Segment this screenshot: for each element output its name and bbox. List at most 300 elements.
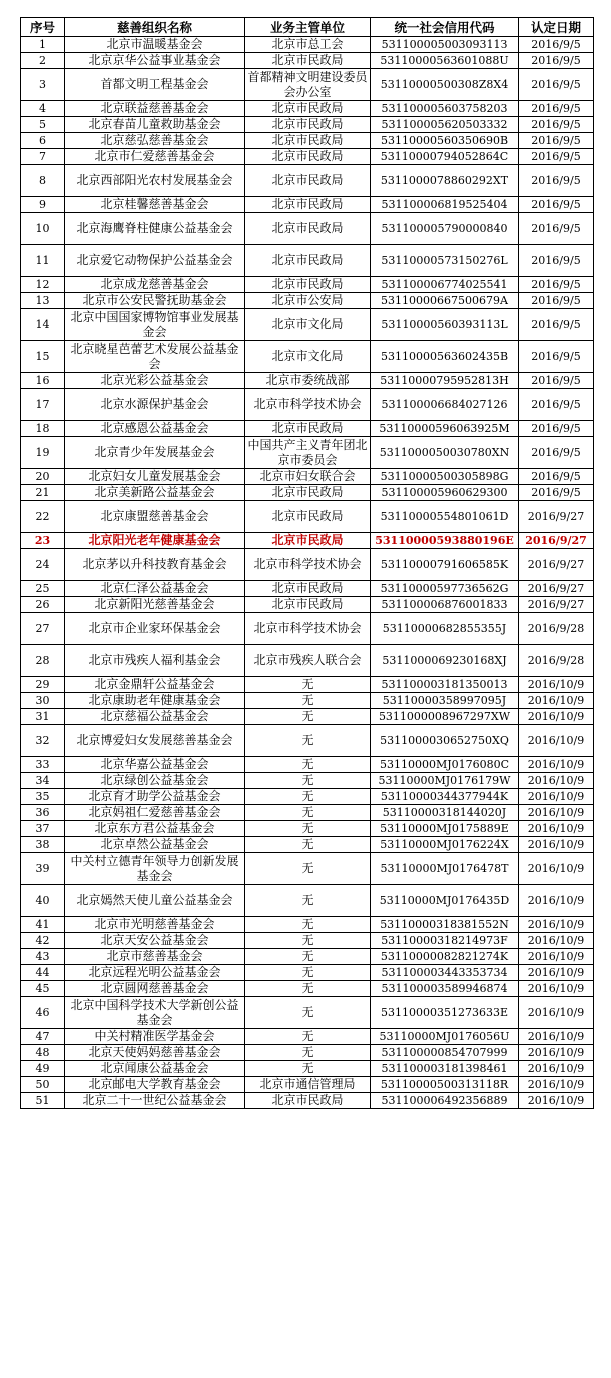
cell-serial-number: 16 [21,373,65,389]
table-row [21,133,594,149]
cell-certification-date: 2016/10/9 [519,805,594,821]
table-row [21,309,594,341]
table-row [21,581,594,597]
cell-credit-code: 53110000791606585K [371,549,519,581]
cell-organization-name: 北京青少年发展基金会 [65,437,245,469]
cell-serial-number: 18 [21,421,65,437]
table-row [21,997,594,1029]
cell-supervising-unit: 北京市通信管理局 [245,1077,371,1093]
cell-credit-code: 53110000500313118R [371,1077,519,1093]
cell-credit-code: 53110000667500679A [371,293,519,309]
cell-serial-number: 42 [21,933,65,949]
cell-supervising-unit: 北京市民政局 [245,245,371,277]
cell-organization-name: 北京天使妈妈慈善基金会 [65,1045,245,1061]
cell-organization-name: 北京中国国家博物馆事业发展基金会 [65,309,245,341]
cell-certification-date: 2016/10/9 [519,693,594,709]
cell-supervising-unit: 无 [245,837,371,853]
cell-supervising-unit: 北京市民政局 [245,149,371,165]
cell-organization-name: 北京新阳光慈善基金会 [65,597,245,613]
cell-certification-date: 2016/9/5 [519,69,594,101]
table-row [21,597,594,613]
cell-credit-code: 53110000795952813H [371,373,519,389]
cell-serial-number: 24 [21,549,65,581]
cell-credit-code: 53110000573150276L [371,245,519,277]
cell-supervising-unit: 无 [245,1045,371,1061]
cell-supervising-unit: 北京市文化局 [245,309,371,341]
cell-credit-code: 53110000358997095J [371,693,519,709]
cell-supervising-unit: 北京市民政局 [245,533,371,549]
cell-credit-code: 53110000351273633E [371,997,519,1029]
cell-serial-number: 25 [21,581,65,597]
table-row [21,501,594,533]
cell-credit-code: 53110000MJ0176435D [371,885,519,917]
header-serial-number: 序号 [21,18,65,37]
cell-organization-name: 北京博爱妇女发展慈善基金会 [65,725,245,757]
cell-serial-number: 43 [21,949,65,965]
cell-certification-date: 2016/9/5 [519,165,594,197]
cell-serial-number: 8 [21,165,65,197]
cell-supervising-unit: 北京市民政局 [245,101,371,117]
cell-organization-name: 北京康盟慈善基金会 [65,501,245,533]
cell-credit-code: 53110000318214973F [371,933,519,949]
cell-credit-code: 53110000597736562G [371,581,519,597]
cell-credit-code: 5311000008967297XW [371,709,519,725]
cell-supervising-unit: 无 [245,853,371,885]
cell-supervising-unit: 北京市民政局 [245,485,371,501]
cell-serial-number: 36 [21,805,65,821]
cell-supervising-unit: 无 [245,965,371,981]
cell-credit-code: 53110000500309311З [371,37,519,53]
cell-certification-date: 2016/9/5 [519,373,594,389]
cell-organization-name: 北京美新路公益基金会 [65,485,245,501]
cell-supervising-unit: 北京市民政局 [245,165,371,197]
cell-supervising-unit: 北京市民政局 [245,197,371,213]
cell-certification-date: 2016/10/9 [519,949,594,965]
cell-certification-date: 2016/9/5 [519,213,594,245]
cell-certification-date: 2016/10/9 [519,821,594,837]
cell-certification-date: 2016/9/27 [519,597,594,613]
cell-organization-name: 中关村立德青年领导力创新发展基金会 [65,853,245,885]
table-row [21,677,594,693]
cell-serial-number: 51 [21,1093,65,1109]
cell-certification-date: 2016/10/9 [519,933,594,949]
cell-serial-number: 2 [21,53,65,69]
table-row [21,245,594,277]
cell-certification-date: 2016/9/5 [519,149,594,165]
cell-supervising-unit: 北京市残疾人联合会 [245,645,371,677]
cell-serial-number: 47 [21,1029,65,1045]
cell-supervising-unit: 无 [245,821,371,837]
cell-serial-number: 31 [21,709,65,725]
cell-supervising-unit: 首都精神文明建设委员会办公室 [245,69,371,101]
cell-certification-date: 2016/10/9 [519,757,594,773]
table-row [21,1029,594,1045]
cell-credit-code: 53110000563602435B [371,341,519,373]
cell-supervising-unit: 无 [245,1061,371,1077]
cell-certification-date: 2016/10/9 [519,1093,594,1109]
table-row [21,917,594,933]
cell-serial-number: 32 [21,725,65,757]
cell-supervising-unit: 北京市妇女联合会 [245,469,371,485]
cell-certification-date: 2016/9/5 [519,101,594,117]
cell-serial-number: 27 [21,613,65,645]
cell-serial-number: 10 [21,213,65,245]
table-row [21,773,594,789]
table-row [21,949,594,965]
cell-certification-date: 2016/9/5 [519,309,594,341]
cell-credit-code: 531100003181350013 [371,677,519,693]
cell-certification-date: 2016/10/9 [519,981,594,997]
cell-credit-code: 531100006819525404 [371,197,519,213]
table-row [21,421,594,437]
table-row [21,373,594,389]
cell-certification-date: 2016/9/5 [519,437,594,469]
cell-credit-code: 531100006774025541 [371,277,519,293]
table-row [21,821,594,837]
cell-organization-name: 北京圆网慈善基金会 [65,981,245,997]
cell-organization-name: 北京市企业家环保基金会 [65,613,245,645]
table-row [21,693,594,709]
cell-organization-name: 北京育才助学公益基金会 [65,789,245,805]
cell-supervising-unit: 北京市科学技术协会 [245,389,371,421]
cell-certification-date: 2016/10/9 [519,1045,594,1061]
cell-credit-code: 5311000069230168XJ [371,645,519,677]
cell-certification-date: 2016/10/9 [519,1077,594,1093]
table-row [21,117,594,133]
cell-serial-number: 45 [21,981,65,997]
cell-organization-name: 北京茅以升科技教育基金会 [65,549,245,581]
cell-supervising-unit: 北京市民政局 [245,53,371,69]
cell-serial-number: 17 [21,389,65,421]
cell-certification-date: 2016/9/5 [519,245,594,277]
cell-serial-number: 13 [21,293,65,309]
cell-certification-date: 2016/9/27 [519,581,594,597]
cell-certification-date: 2016/10/9 [519,773,594,789]
cell-organization-name: 北京邮电大学教育基金会 [65,1077,245,1093]
table-row [21,485,594,501]
cell-supervising-unit: 北京市民政局 [245,421,371,437]
cell-credit-code: 53110000MJ0176478T [371,853,519,885]
table-row [21,101,594,117]
cell-credit-code: 5311000030652750XQ [371,725,519,757]
cell-organization-name: 北京京华公益事业基金会 [65,53,245,69]
table-row [21,789,594,805]
cell-credit-code: 53110000596063925M [371,421,519,437]
cell-credit-code: 53110000500305898G [371,469,519,485]
cell-organization-name: 北京妈祖仁爱慈善基金会 [65,805,245,821]
cell-certification-date: 2016/9/5 [519,197,594,213]
cell-certification-date: 2016/9/5 [519,341,594,373]
cell-serial-number: 3 [21,69,65,101]
cell-serial-number: 28 [21,645,65,677]
cell-supervising-unit: 无 [245,677,371,693]
cell-organization-name: 北京华嘉公益基金会 [65,757,245,773]
cell-serial-number: 48 [21,1045,65,1061]
cell-credit-code: 53110000318144020J [371,805,519,821]
cell-certification-date: 2016/10/9 [519,677,594,693]
cell-organization-name: 北京市残疾人福利基金会 [65,645,245,677]
cell-credit-code: 53110000554801061D [371,501,519,533]
cell-organization-name: 北京联益慈善基金会 [65,101,245,117]
cell-serial-number: 4 [21,101,65,117]
cell-certification-date: 2016/9/5 [519,117,594,133]
table-row [21,645,594,677]
cell-credit-code: 53110000560350690B [371,133,519,149]
table-row [21,1093,594,1109]
cell-certification-date: 2016/9/27 [519,549,594,581]
cell-supervising-unit: 无 [245,1029,371,1045]
cell-serial-number: 40 [21,885,65,917]
table-row [21,1061,594,1077]
cell-credit-code: 531100005960629300 [371,485,519,501]
cell-certification-date: 2016/9/28 [519,613,594,645]
cell-credit-code: 53110000082821274K [371,949,519,965]
cell-supervising-unit: 无 [245,885,371,917]
cell-serial-number: 29 [21,677,65,693]
cell-credit-code: 531100003589946874 [371,981,519,997]
cell-certification-date: 2016/9/5 [519,485,594,501]
cell-supervising-unit: 无 [245,709,371,725]
cell-certification-date: 2016/10/9 [519,1061,594,1077]
table-row [21,437,594,469]
charity-organization-table-page [20,17,594,1109]
cell-supervising-unit: 无 [245,725,371,757]
cell-supervising-unit: 北京市文化局 [245,341,371,373]
cell-supervising-unit: 无 [245,981,371,997]
cell-credit-code: 531100005790000840 [371,213,519,245]
header-certification-date: 认定日期 [519,18,594,37]
cell-certification-date: 2016/10/9 [519,837,594,853]
table-row [21,757,594,773]
cell-credit-code: 531100006876001833 [371,597,519,613]
cell-organization-name: 北京闻康公益基金会 [65,1061,245,1077]
table-row [21,981,594,997]
table-row [21,149,594,165]
cell-serial-number: 7 [21,149,65,165]
cell-serial-number: 44 [21,965,65,981]
cell-credit-code: 531100006684027126 [371,389,519,421]
cell-serial-number: 1 [21,37,65,53]
cell-credit-code: 53110000500308Z8X4 [371,69,519,101]
cell-supervising-unit: 无 [245,789,371,805]
cell-credit-code: 53110000682855355J [371,613,519,645]
cell-certification-date: 2016/10/9 [519,853,594,885]
cell-organization-name: 北京金鼎轩公益基金会 [65,677,245,693]
cell-organization-name: 中关村精准医学基金会 [65,1029,245,1045]
cell-organization-name: 北京慈弘慈善基金会 [65,133,245,149]
cell-organization-name: 北京春苗儿童救助基金会 [65,117,245,133]
cell-organization-name: 北京市慈善基金会 [65,949,245,965]
cell-credit-code: 531100006492356889 [371,1093,519,1109]
cell-serial-number: 41 [21,917,65,933]
table-row [21,213,594,245]
table-row [21,805,594,821]
cell-credit-code: 531100005603758203 [371,101,519,117]
cell-supervising-unit: 北京市民政局 [245,213,371,245]
table-header-row [21,18,594,37]
table-row [21,341,594,373]
header-supervising-unit: 业务主管单位 [245,18,371,37]
table-row [21,53,594,69]
cell-supervising-unit: 北京市民政局 [245,277,371,293]
cell-credit-code: 53110000794052864C [371,149,519,165]
cell-serial-number: 21 [21,485,65,501]
table-row [21,165,594,197]
table-row [21,469,594,485]
cell-serial-number: 23 [21,533,65,549]
cell-credit-code: 531100003181398461 [371,1061,519,1077]
cell-serial-number: 15 [21,341,65,373]
cell-organization-name: 北京晓星芭蕾艺术发展公益基金会 [65,341,245,373]
cell-serial-number: 39 [21,853,65,885]
cell-organization-name: 北京卓然公益基金会 [65,837,245,853]
table-row [21,389,594,421]
cell-serial-number: 46 [21,997,65,1029]
cell-organization-name: 北京天安公益基金会 [65,933,245,949]
cell-serial-number: 50 [21,1077,65,1093]
cell-certification-date: 2016/10/9 [519,1029,594,1045]
cell-credit-code: 53110000318381552N [371,917,519,933]
cell-serial-number: 11 [21,245,65,277]
cell-certification-date: 2016/9/5 [519,133,594,149]
cell-certification-date: 2016/10/9 [519,709,594,725]
cell-serial-number: 30 [21,693,65,709]
table-row [21,549,594,581]
cell-certification-date: 2016/9/5 [519,293,594,309]
cell-supervising-unit: 中国共产主义青年团北京市委员会 [245,437,371,469]
cell-certification-date: 2016/10/9 [519,997,594,1029]
cell-serial-number: 12 [21,277,65,293]
header-credit-code: 统一社会信用代码 [371,18,519,37]
cell-organization-name: 北京远程光明公益基金会 [65,965,245,981]
cell-serial-number: 35 [21,789,65,805]
cell-organization-name: 北京海鹰脊柱健康公益基金会 [65,213,245,245]
cell-organization-name: 北京市光明慈善基金会 [65,917,245,933]
cell-certification-date: 2016/9/5 [519,421,594,437]
header-organization-name: 慈善组织名称 [65,18,245,37]
cell-supervising-unit: 无 [245,949,371,965]
table-row [21,69,594,101]
cell-credit-code: 53110000MJ0176056U [371,1029,519,1045]
cell-certification-date: 2016/10/9 [519,789,594,805]
table-row [21,725,594,757]
cell-serial-number: 14 [21,309,65,341]
cell-serial-number: 26 [21,597,65,613]
cell-certification-date: 2016/9/27 [519,501,594,533]
cell-organization-name: 北京光彩公益基金会 [65,373,245,389]
table-row [21,197,594,213]
cell-credit-code: 5311000078860292XT [371,165,519,197]
cell-serial-number: 19 [21,437,65,469]
cell-organization-name: 北京仁泽公益基金会 [65,581,245,597]
cell-organization-name: 北京二十一世纪公益基金会 [65,1093,245,1109]
table-body [21,37,594,1109]
cell-supervising-unit: 北京市科学技术协会 [245,549,371,581]
cell-supervising-unit: 北京市民政局 [245,501,371,533]
cell-certification-date: 2016/10/9 [519,965,594,981]
cell-supervising-unit: 北京市民政局 [245,133,371,149]
cell-organization-name: 北京中国科学技术大学新创公益基金会 [65,997,245,1029]
cell-serial-number: 20 [21,469,65,485]
cell-organization-name: 北京市公安民警抚助基金会 [65,293,245,309]
table-row [21,613,594,645]
cell-organization-name: 北京绿创公益基金会 [65,773,245,789]
table-row [21,1077,594,1093]
cell-supervising-unit: 无 [245,917,371,933]
cell-supervising-unit: 北京市委统战部 [245,373,371,389]
cell-organization-name: 北京康助老年健康基金会 [65,693,245,709]
cell-serial-number: 33 [21,757,65,773]
cell-organization-name: 北京爱它动物保护公益基金会 [65,245,245,277]
cell-serial-number: 38 [21,837,65,853]
cell-supervising-unit: 北京市科学技术协会 [245,613,371,645]
table-row [21,885,594,917]
cell-credit-code: 531100003443353734 [371,965,519,981]
cell-organization-name: 北京市仁爱慈善基金会 [65,149,245,165]
cell-serial-number: 6 [21,133,65,149]
cell-credit-code: 5311000050030780XN [371,437,519,469]
cell-credit-code: 53110000593880196E [371,533,519,549]
cell-serial-number: 49 [21,1061,65,1077]
cell-certification-date: 2016/9/5 [519,389,594,421]
cell-certification-date: 2016/9/5 [519,277,594,293]
cell-certification-date: 2016/9/27 [519,533,594,549]
cell-organization-name: 北京市温暖基金会 [65,37,245,53]
cell-certification-date: 2016/10/9 [519,917,594,933]
cell-certification-date: 2016/9/28 [519,645,594,677]
cell-organization-name: 北京东方君公益基金会 [65,821,245,837]
cell-organization-name: 北京水源保护基金会 [65,389,245,421]
cell-credit-code: 531100000854707999 [371,1045,519,1061]
table-row [21,293,594,309]
cell-organization-name: 首都文明工程基金会 [65,69,245,101]
cell-organization-name: 北京感恩公益基金会 [65,421,245,437]
cell-supervising-unit: 北京市民政局 [245,1093,371,1109]
cell-supervising-unit: 无 [245,805,371,821]
cell-serial-number: 34 [21,773,65,789]
cell-credit-code: 53110000MJ0175889E [371,821,519,837]
cell-organization-name: 北京成龙慈善基金会 [65,277,245,293]
table-row [21,1045,594,1061]
cell-supervising-unit: 无 [245,773,371,789]
cell-credit-code: 53110000MJ0176080C [371,757,519,773]
table-row [21,837,594,853]
cell-supervising-unit: 北京市民政局 [245,581,371,597]
cell-credit-code: 53110000344377944K [371,789,519,805]
cell-supervising-unit: 无 [245,933,371,949]
cell-supervising-unit: 北京市民政局 [245,117,371,133]
cell-credit-code: 53110000MJ0176224X [371,837,519,853]
cell-serial-number: 9 [21,197,65,213]
cell-supervising-unit: 北京市民政局 [245,597,371,613]
cell-supervising-unit: 北京市总工会 [245,37,371,53]
cell-credit-code: 53110000560393113L [371,309,519,341]
cell-supervising-unit: 无 [245,997,371,1029]
table-row-highlighted [21,533,594,549]
cell-certification-date: 2016/9/5 [519,469,594,485]
cell-supervising-unit: 北京市公安局 [245,293,371,309]
table-row [21,37,594,53]
cell-serial-number: 37 [21,821,65,837]
cell-organization-name: 北京桂馨慈善基金会 [65,197,245,213]
cell-certification-date: 2016/9/5 [519,37,594,53]
cell-credit-code: 53110000563601088U [371,53,519,69]
cell-organization-name: 北京妇女儿童发展基金会 [65,469,245,485]
table-row [21,933,594,949]
cell-serial-number: 22 [21,501,65,533]
cell-organization-name: 北京阳光老年健康基金会 [65,533,245,549]
cell-certification-date: 2016/10/9 [519,725,594,757]
